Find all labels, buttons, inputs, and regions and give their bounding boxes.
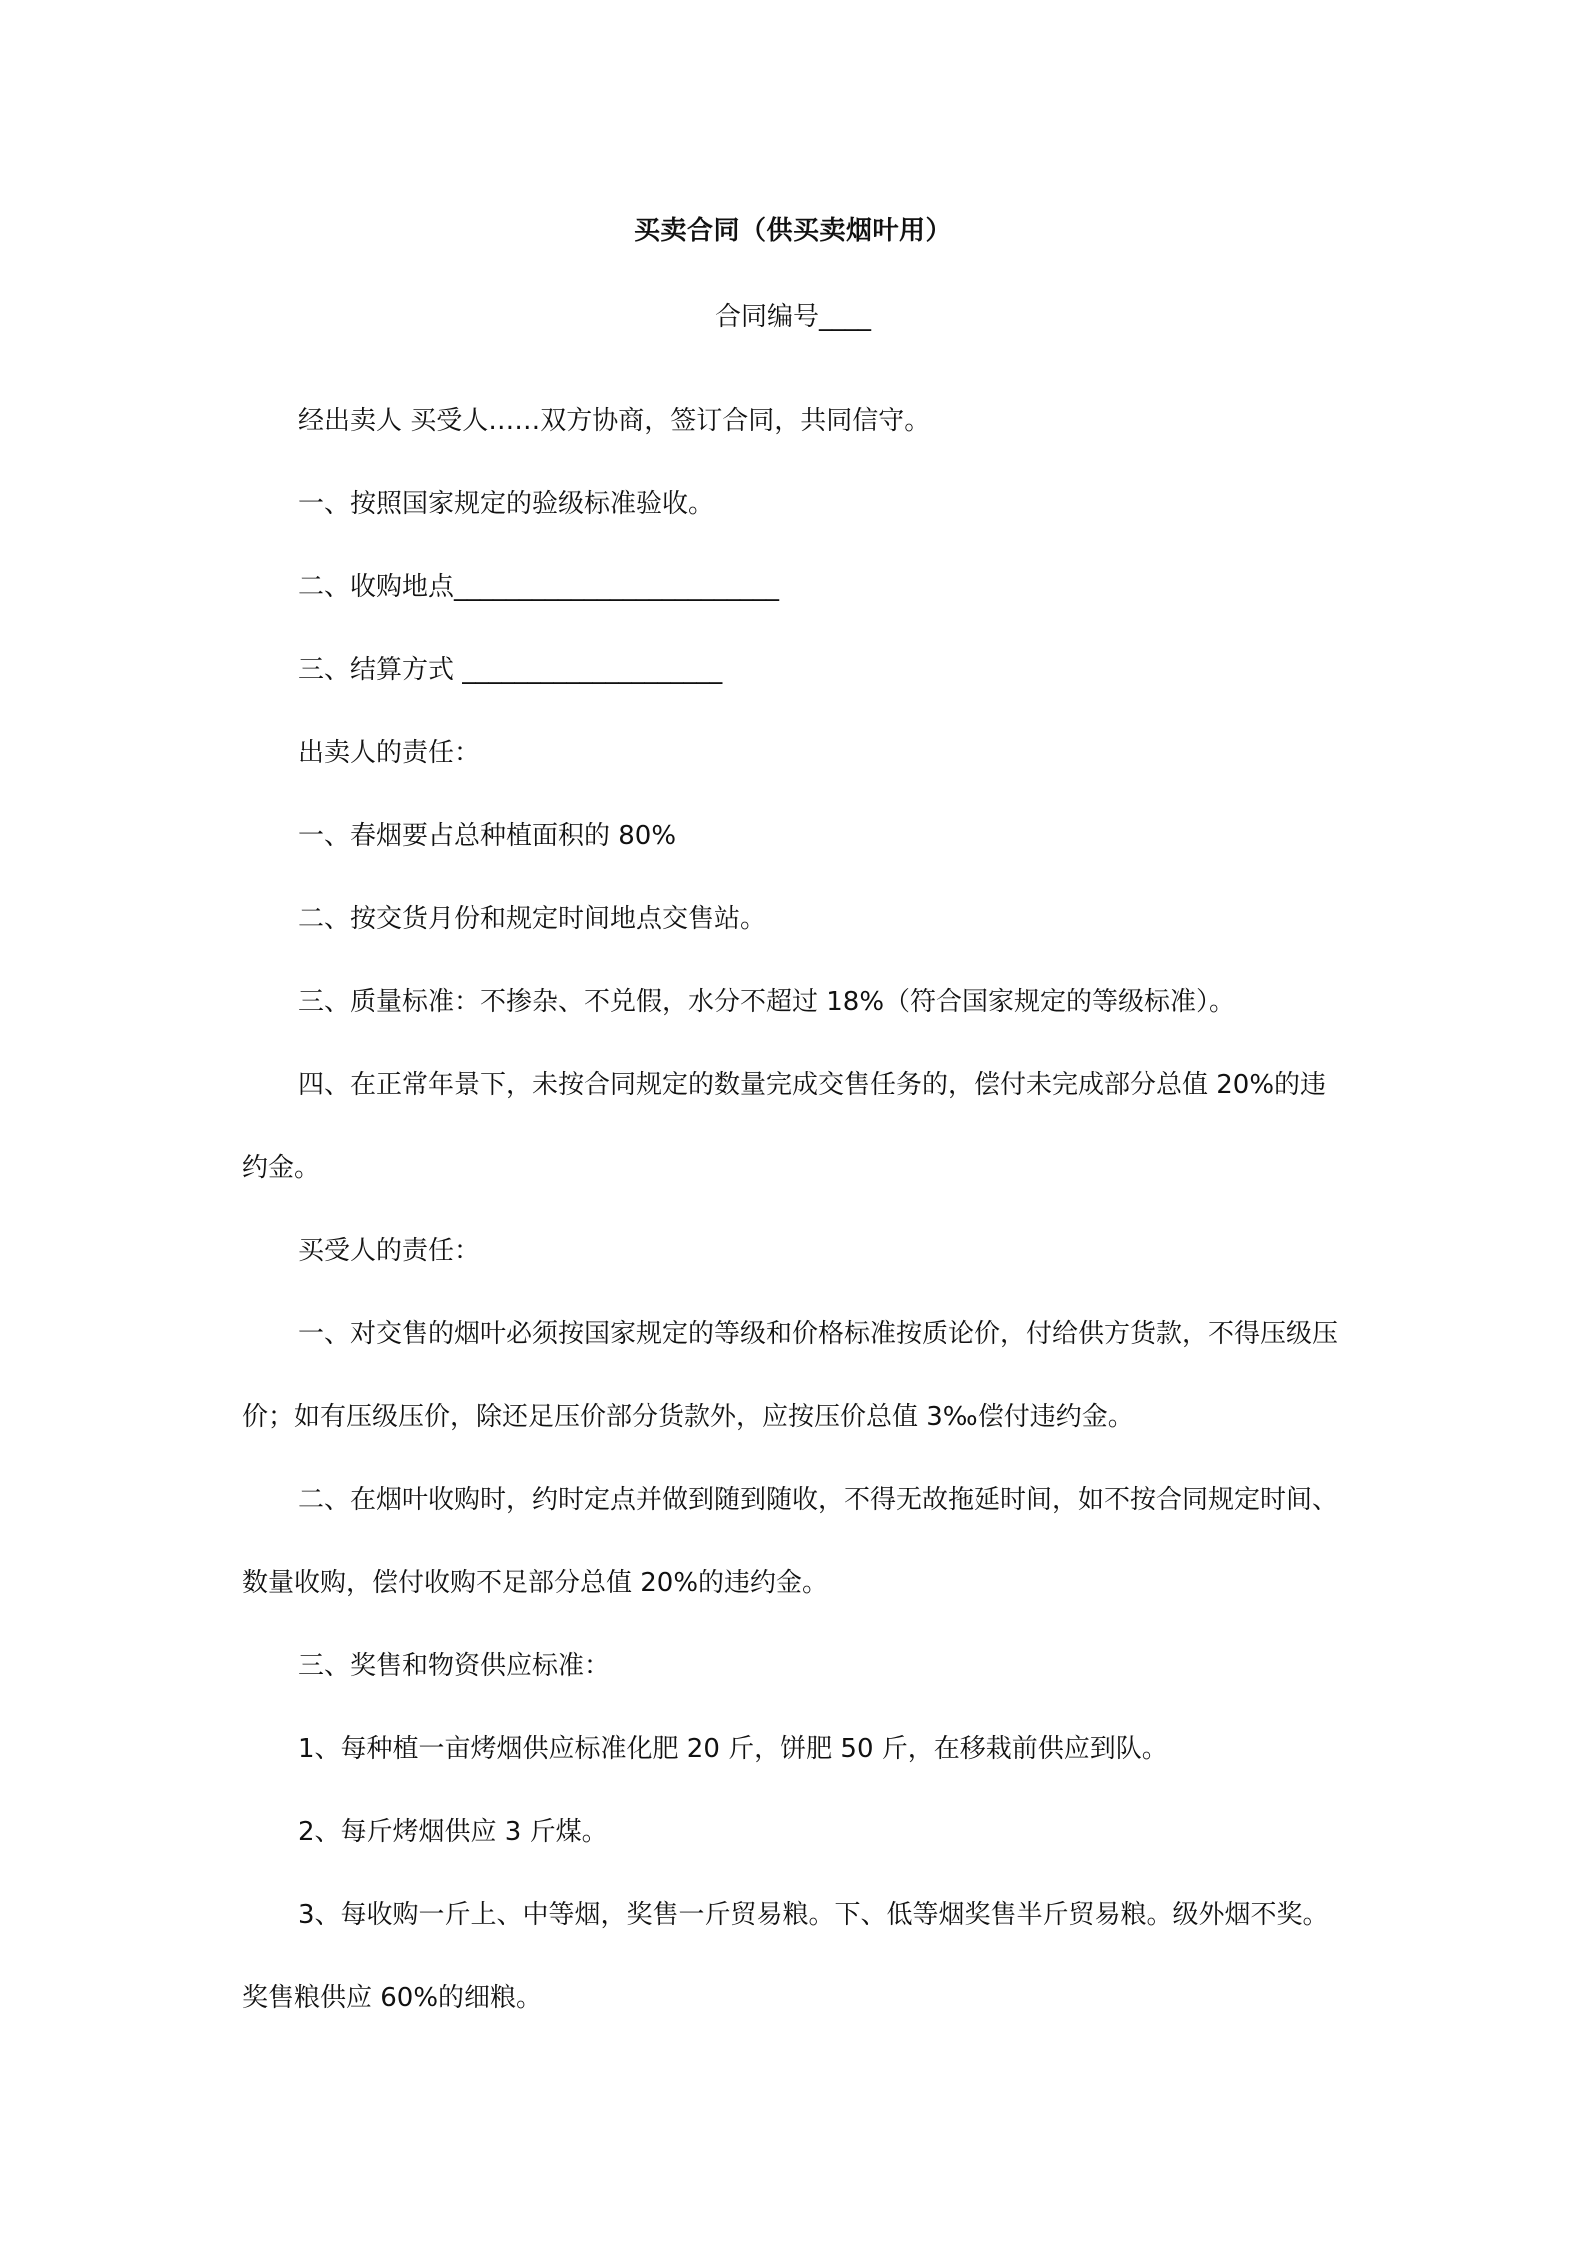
section-heading-seller: 出卖人的责任：	[298, 738, 481, 768]
paragraph-intro: 经出卖人 买受人……双方协商，签订合同，共同信守。	[298, 406, 931, 436]
paragraph-clause-3: 三、结算方式 ____________________	[298, 655, 723, 685]
paragraph-buyer-1: 一、对交售的烟叶必须按国家规定的等级和价格标准按质论价，付给供方货款，不得压级压价；如有压级压价，除还足压价部分货款外，应按压价总值 3‰偿付违约金。	[242, 1319, 1339, 1432]
paragraph-clause-1: 一、按照国家规定的验级标准验收。	[298, 489, 715, 519]
paragraph-supply-2: 2、每斤烤烟供应 3 斤煤。	[298, 1817, 608, 1847]
paragraph-clause-2: 二、收购地点_________________________	[298, 572, 780, 602]
contract-number: 合同编号____	[714, 302, 871, 332]
paragraph-buyer-2: 二、在烟叶收购时，约时定点并做到随到随收，不得无故拖延时间，如不按合同规定时间、数量收购，偿付收购不足部分总值 20%的违约金。	[242, 1485, 1339, 1598]
section-heading-buyer: 买受人的责任：	[298, 1236, 481, 1266]
paragraph-seller-2: 二、按交货月份和规定时间地点交售站。	[298, 904, 767, 934]
paragraph-seller-1: 一、春烟要占总种植面积的 80%	[298, 821, 677, 851]
paragraph-supply-1: 1、每种植一亩烤烟供应标准化肥 20 斤，饼肥 50 斤，在移栽前供应到队。	[298, 1734, 1168, 1764]
paragraph-supply-3: 3、每收购一斤上、中等烟，奖售一斤贸易粮。下、低等烟奖售半斤贸易粮。级外烟不奖。奖售粮供应 60%的细粮。	[242, 1900, 1329, 2013]
paragraph-seller-3: 三、质量标准：不掺杂、不兑假，水分不超过 18%（符合国家规定的等级标准）。	[298, 987, 1236, 1017]
paragraph-seller-4: 四、在正常年景下，未按合同规定的数量完成交售任务的，偿付未完成部分总值 20%的违约金。	[242, 1070, 1327, 1183]
paragraph-buyer-3: 三、奖售和物资供应标准：	[298, 1651, 611, 1681]
document-title: 买卖合同（供买卖烟叶用）	[633, 216, 952, 246]
document-body	[242, 380, 1352, 2040]
